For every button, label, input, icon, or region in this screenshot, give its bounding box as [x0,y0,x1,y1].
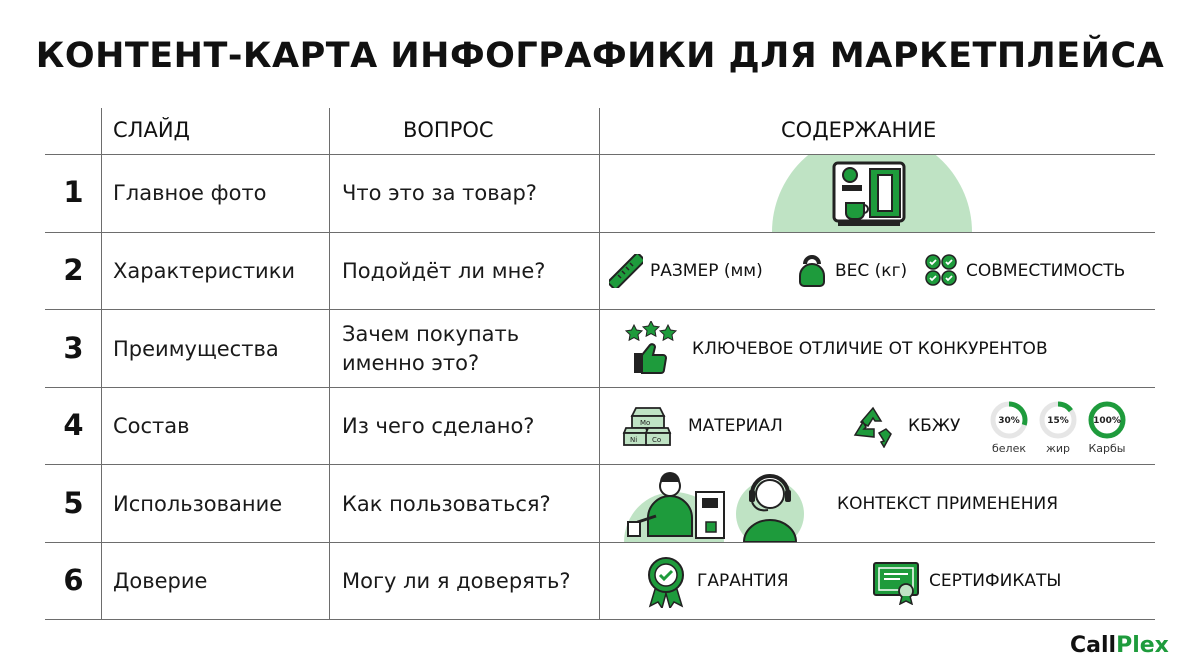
header-slide: СЛАЙД [113,118,190,142]
row-divider [45,464,1155,465]
coffee-machine-icon [772,155,972,232]
compatibility-icon [924,253,958,287]
slide-question: Подойдёт ли мне? [342,259,546,283]
compat-label: СОВМЕСТИМОСТЬ [966,261,1126,281]
protein-ring [989,400,1029,440]
row-divider [45,232,1155,233]
slide-name: Характеристики [113,259,296,283]
ingot-label: Co [652,436,662,444]
ring-percent: 15% [1047,416,1069,426]
guarantee-badge-icon [646,556,686,608]
row-divider [45,542,1155,543]
row-number: 5 [63,486,84,520]
brand-part: Call [1070,633,1117,658]
material-label: МАТЕРИАЛ [688,416,783,436]
row-number: 4 [63,408,84,442]
slide-question: Из чего сделано? [342,414,535,438]
row-number: 2 [63,253,84,287]
row-divider [45,154,1155,155]
ring-percent: 100% [1093,416,1121,426]
headset-operator-icon [734,466,806,542]
ingots-icon [622,402,672,448]
question-line: именно это? [342,351,480,375]
ring-label: белек [992,442,1026,455]
slide-question: Могу ли я доверять? [342,569,571,593]
slide-name: Преимущества [113,337,279,361]
ring-label: жир [1045,442,1071,455]
row-divider [45,387,1155,388]
slide-question: Что это за товар? [342,181,537,205]
ingot-label: Ni [630,436,638,444]
size-label: РАЗМЕР (мм) [650,261,763,281]
slide-name: Использование [113,492,283,516]
fat-ring [1038,400,1078,440]
question-line: Зачем покупать [342,322,520,346]
usage-context-label: КОНТЕКСТ ПРИМЕНЕНИЯ [837,494,1059,514]
column-divider [599,108,600,620]
brand-part: Plex [1116,633,1169,658]
row-divider [45,309,1155,310]
header-content: СОДЕРЖАНИЕ [781,118,937,142]
slide-name: Состав [113,414,190,438]
barista-icon [622,466,730,542]
row-number: 6 [63,563,84,597]
header-question: ВОПРОС [403,118,494,142]
certificate-icon [872,561,920,605]
slide-name: Главное фото [113,181,267,205]
slide-question: Как пользоваться? [342,492,551,516]
kbju-label: КБЖУ [908,416,961,436]
key-difference-label: КЛЮЧЕВОЕ ОТЛИЧИЕ ОТ КОНКУРЕНТОВ [692,339,1048,359]
row-divider [45,619,1155,620]
kettlebell-icon [796,252,828,288]
slide-question [342,320,519,378]
recycle-icon [851,404,895,448]
guarantee-label: ГАРАНТИЯ [697,571,789,591]
ruler-icon [609,254,643,288]
thumbs-up-stars-icon [624,321,678,377]
brand-logo [1070,633,1169,658]
slide-name: Доверие [113,569,208,593]
page-title: КОНТЕНТ-КАРТА ИНФОГРАФИКИ ДЛЯ МАРКЕТПЛЕЙСА [35,36,1165,76]
certificates-label: СЕРТИФИКАТЫ [929,571,1062,591]
ring-percent: 30% [998,416,1020,426]
column-divider [329,108,330,620]
weight-label: ВЕС (кг) [835,261,908,281]
row-number: 3 [63,331,84,365]
ring-label: Карбы [1088,442,1126,455]
carbs-ring [1087,400,1127,440]
ingot-label: Mo [640,419,651,427]
row-number: 1 [63,175,84,209]
